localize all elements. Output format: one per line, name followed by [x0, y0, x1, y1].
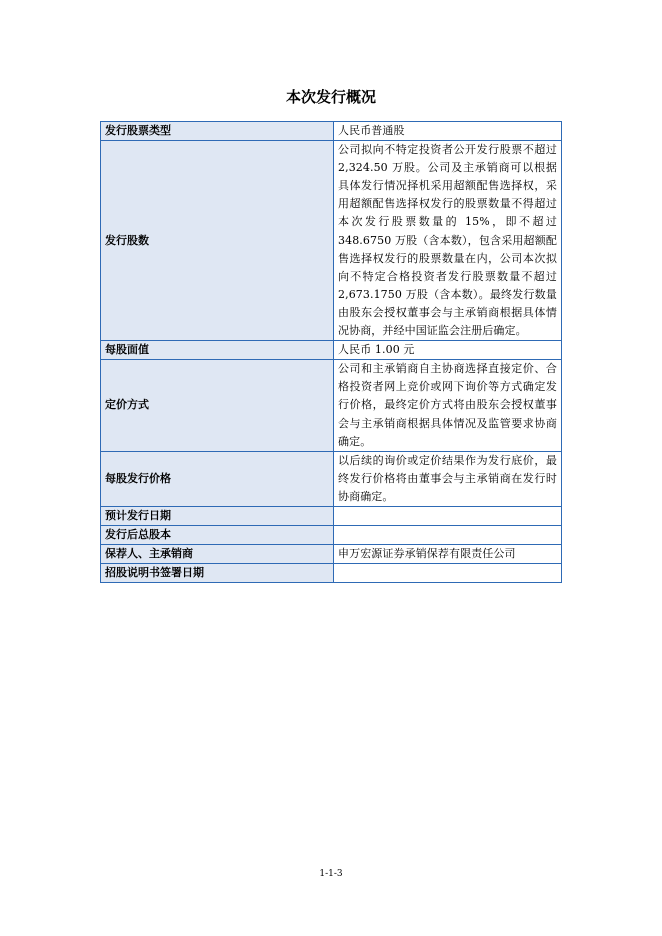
offering-overview-table [100, 121, 562, 583]
row-value: 申万宏源证券承销保荐有限责任公司 [334, 545, 562, 564]
row-label: 每股面值 [101, 341, 334, 360]
row-label: 发行股票类型 [101, 122, 334, 141]
row-value [334, 506, 562, 525]
row-label: 发行股数 [101, 141, 334, 341]
table-row [101, 506, 562, 525]
row-value: 公司和主承销商自主协商选择直接定价、合格投资者网上竞价或网下询价等方式确定发行价格，最终定价方式将由股东会授权董事会与主承销商根据具体情况及监管要求协商确定。 [334, 360, 562, 451]
row-value: 人民币 1.00 元 [334, 341, 562, 360]
table-row [101, 526, 562, 545]
row-value: 以后续的询价或定价结果作为发行底价，最终发行价格将由董事会与主承销商在发行时协商确定。 [334, 451, 562, 506]
table-row [101, 564, 562, 583]
row-value: 公司拟向不特定投资者公开发行股票不超过 2,324.50 万股。公司及主承销商可以根据具体发行情况择机采用超额配售选择权，采用超额配售选择权发行的股票数量不得超过本次发行股票数量的 15%，即不超过 348.6750 万股（含本数），包含采用超额配售选择权发行的股票数量在内，公司本次拟向不特定合格投资者发行股票数量不超过 2,673.1750 万股（含本数）。最终发行数量由股东会授权董事会与主承销商根据具体情况协商，并经中国证监会注册后确定。 [334, 141, 562, 341]
page-title: 本次发行概况 [285, 88, 376, 106]
row-value [334, 526, 562, 545]
row-label: 定价方式 [101, 360, 334, 451]
row-value: 人民币普通股 [334, 122, 562, 141]
row-label: 保荐人、主承销商 [101, 545, 334, 564]
row-value [334, 564, 562, 583]
page-number: 1-1-3 [319, 869, 343, 879]
table-row [101, 122, 562, 141]
table-row [101, 451, 562, 506]
table-row [101, 545, 562, 564]
table-row [101, 341, 562, 360]
table-row [101, 141, 562, 341]
row-label: 招股说明书签署日期 [101, 564, 334, 583]
row-label: 发行后总股本 [101, 526, 334, 545]
row-label: 每股发行价格 [101, 451, 334, 506]
table-row [101, 360, 562, 451]
row-label: 预计发行日期 [101, 506, 334, 525]
